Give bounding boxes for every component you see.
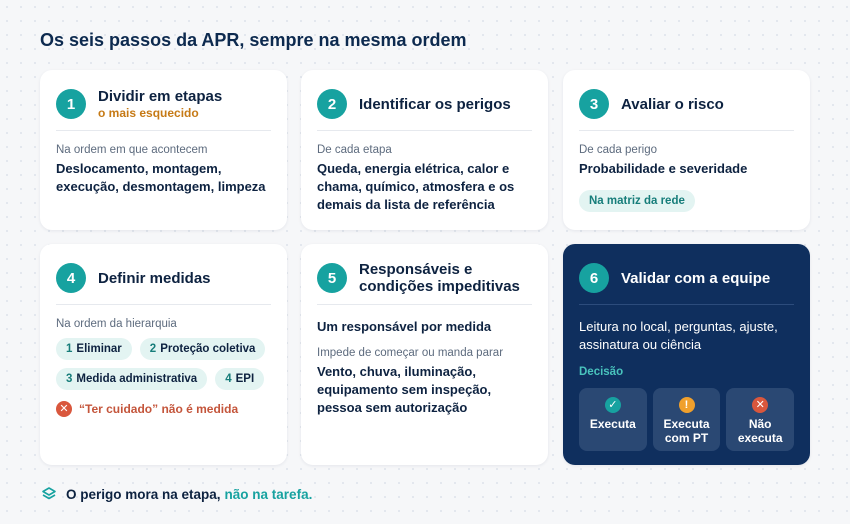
step-label: De cada perigo <box>579 144 657 156</box>
x-circle-icon: ✕ <box>56 401 72 417</box>
step-card-2 <box>301 70 548 230</box>
step-heading <box>98 88 222 120</box>
step-body: Queda, energia elétrica, calor e chama, químico, atmosfera e os demais da lista de referência <box>317 161 515 212</box>
step-number-badge: 3 <box>579 89 609 119</box>
step-header <box>56 261 271 295</box>
step-label: Na ordem da hierarquia <box>56 318 177 330</box>
step-header <box>579 261 794 295</box>
decision-text: Executa <box>589 417 636 431</box>
step-body: Probabilidade e severidade <box>579 161 748 176</box>
chip-label: Medida administrativa <box>76 373 198 385</box>
step-label: De cada etapa <box>317 144 392 156</box>
step-number-badge: 1 <box>56 89 86 119</box>
chip-label: Proteção coletiva <box>160 343 256 355</box>
hierarchy-chip <box>215 368 264 390</box>
step-number-badge: 4 <box>56 263 86 293</box>
step-body: Um responsável por medida <box>317 319 492 334</box>
step-header <box>317 87 532 121</box>
decision-label: Decisão <box>579 366 624 378</box>
step-label: Impede de começar ou manda parar <box>317 347 504 359</box>
step-body: Deslocamento, montagem, execução, desmontagem, limpeza <box>56 161 266 194</box>
step-title: Identificar os perigos <box>359 95 511 113</box>
chip-label: EPI <box>235 373 255 385</box>
step-number-badge: 6 <box>579 263 609 293</box>
chip-number: 1 <box>66 343 73 355</box>
decision-options <box>579 388 794 451</box>
divider <box>56 304 271 305</box>
step-title: Avaliar o risco <box>621 95 724 113</box>
step-header <box>317 261 532 295</box>
hierarchy-chip <box>56 338 132 360</box>
page-title: Os seis passos da APR, sempre na mesma ordem <box>40 30 467 50</box>
chip-number: 4 <box>225 373 232 385</box>
divider <box>56 130 271 131</box>
warning-text: “Ter cuidado” não é medida <box>79 402 239 416</box>
chip-number: 2 <box>149 343 157 355</box>
hierarchy-chip <box>140 338 266 360</box>
step-card-6 <box>563 244 810 465</box>
step-title: Dividir em etapas <box>98 88 223 105</box>
step-header <box>56 87 271 121</box>
chip-label: Eliminar <box>76 343 122 355</box>
step-number-badge: 2 <box>317 89 347 119</box>
decision-text: Não executa <box>737 417 783 445</box>
divider <box>579 130 794 131</box>
hierarchy-chip <box>56 368 207 390</box>
footer-note <box>41 486 312 502</box>
decision-executa-com-pt <box>653 388 721 451</box>
decision-nao-executa <box>726 388 794 451</box>
chip-number: 3 <box>66 373 73 385</box>
footer-text: O perigo mora na etapa, <box>66 486 221 502</box>
step-number-badge: 5 <box>317 263 347 293</box>
footer-highlight: não na tarefa. <box>224 486 313 502</box>
step-body-secondary: Vento, chuva, iluminação, equipamento sem inspeção, pessoa sem autorização <box>317 364 492 415</box>
matrix-pill: Na matriz da rede <box>579 190 695 212</box>
divider <box>579 304 794 305</box>
layers-icon <box>41 486 57 502</box>
step-subtitle: o mais esquecido <box>98 106 199 120</box>
hierarchy-chips <box>56 338 271 390</box>
divider <box>317 130 532 131</box>
decision-text: Executa com PT <box>663 417 710 445</box>
decision-executa <box>579 388 647 451</box>
step-header <box>579 87 794 121</box>
step-card-4 <box>40 244 287 465</box>
step-label: Na ordem em que acontecem <box>56 144 208 156</box>
alert-icon: ! <box>679 397 695 413</box>
x-icon: ✕ <box>752 397 768 413</box>
step-card-5 <box>301 244 548 465</box>
step-body: Leitura no local, perguntas, ajuste, assinatura ou ciência <box>579 319 778 352</box>
step-title: Validar com a equipe <box>621 269 771 287</box>
step-card-1 <box>40 70 287 230</box>
step-title: Definir medidas <box>98 269 211 287</box>
step-title: Responsáveis e condições impeditivas <box>359 261 520 295</box>
step-card-3 <box>563 70 810 230</box>
check-icon: ✓ <box>605 397 621 413</box>
warning-note <box>56 401 271 417</box>
divider <box>317 304 532 305</box>
